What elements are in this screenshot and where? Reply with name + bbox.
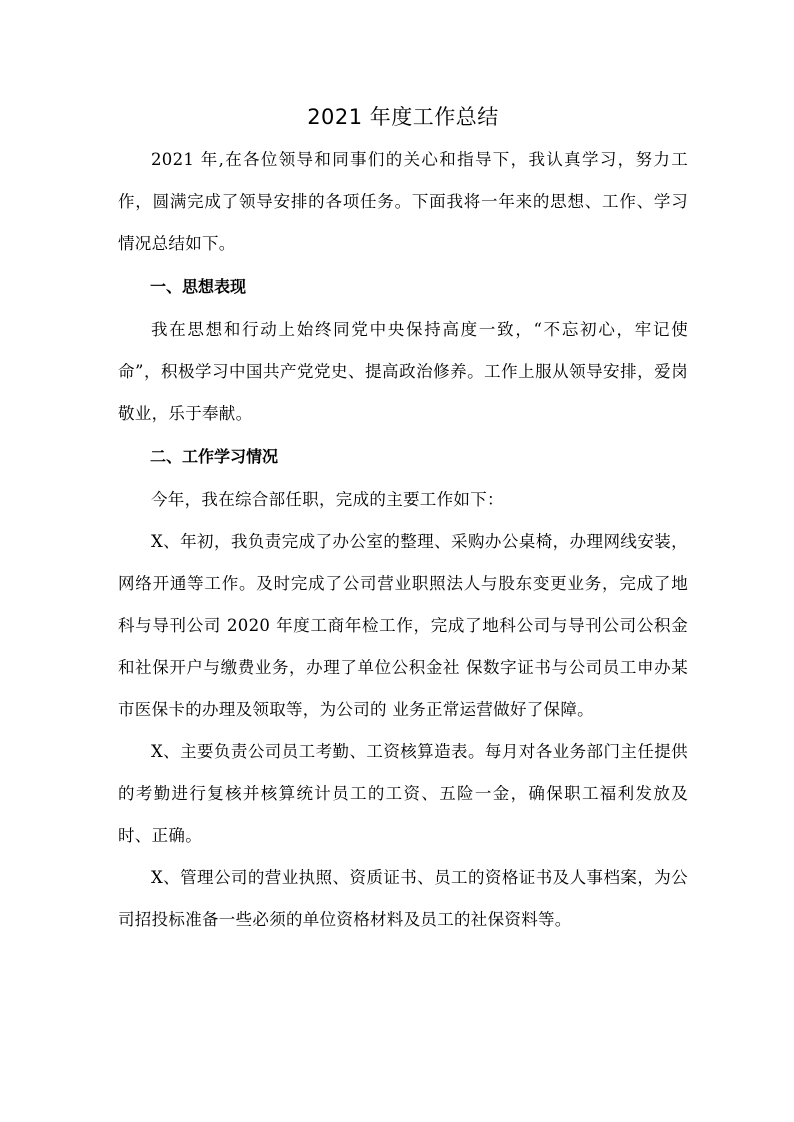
intro-paragraph: 2021 年,在各位领导和同事们的关心和指导下，我认真学习，努力工作，圆满完成了领导安排的各项任务。下面我将一年来的思想、工作、学习情况总结如下。 xyxy=(118,150,688,253)
work-item-paragraph: X、管理公司的营业执照、资质证书、员工的资格证书及人事档案，为公司招投标准备一些必须的单位资格材料及员工的社保资料等。 xyxy=(118,868,688,929)
work-lead-paragraph: 今年，我在综合部任职，完成的主要工作如下： xyxy=(151,490,504,509)
section-heading-thought: 一、思想表现 xyxy=(150,277,247,296)
document-body xyxy=(118,95,688,941)
thought-paragraph: 我在思想和行动上始终同党中央保持高度一致，“不忘初心，牢记使命”，积极学习中国共产党党史、提高政治修养。工作上服从领导安排，爱岗敬业，乐于奉献。 xyxy=(118,320,688,423)
work-item-paragraph: X、主要负责公司员工考勤、工资核算造表。每月对各业务部门主任提供的考勤进行复核并核算统计员工的工资、五险一金，确保职工福利发放及时、正确。 xyxy=(118,742,688,845)
document-title: 2021 年度工作总结 xyxy=(307,105,499,129)
section-heading-work: 二、工作学习情况 xyxy=(150,447,279,466)
work-item-paragraph: X、年初，我负责完成了办公室的整理、采购办公桌椅，办理网线安装，网络开通等工作。及时完成了公司营业职照法人与股东变更业务，完成了地科与导刊公司 2020 年度工商年检工作，完成了地科公司与导刊公司公积金和社保开户与缴费业务，办理了单位公积金社 保数字证书与公司员工申办某市医保卡的办理及领取等，为公司的 业务正常运营做好了保障。 xyxy=(118,532,688,719)
